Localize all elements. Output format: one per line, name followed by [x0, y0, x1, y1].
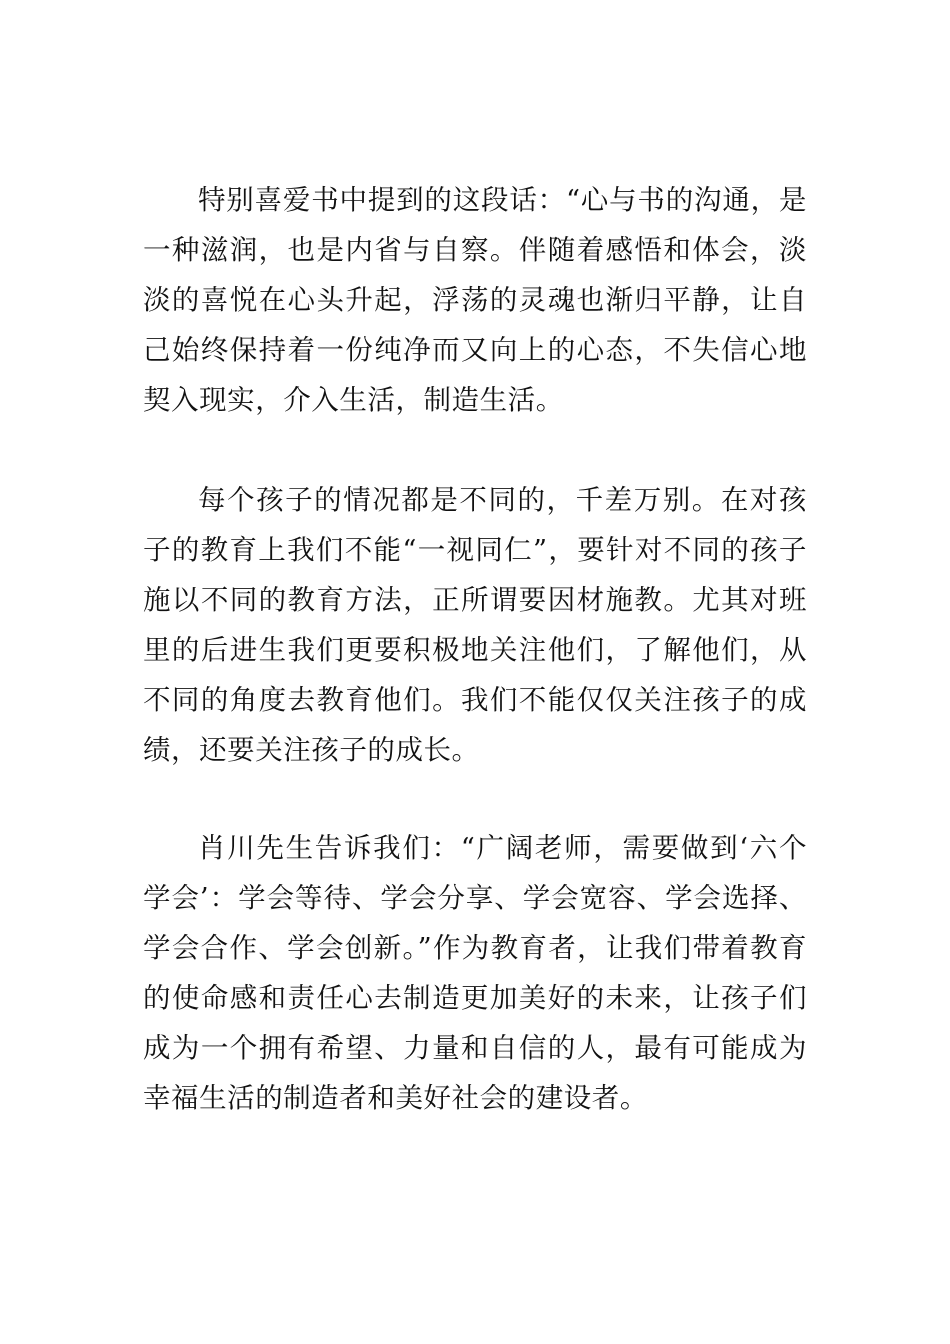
paragraph-1: 特别喜爱书中提到的这段话：“心与书的沟通，是一种滋润，也是内省与自察。伴随着感悟和体会，淡淡的喜悦在心头升起，浮荡的灵魂也渐归平静，让自己始终保持着一份纯净而又向上的心态，不失信心地契入现实，介入生活，制造生活。: [143, 184, 807, 416]
paragraph-2: 每个孩子的情况都是不同的，千差万别。在对孩子的教育上我们不能“一视同仁”，要针对不同的孩子施以不同的教育方法，正所谓要因材施教。尤其对班里的后进生我们更要积极地关注他们，了解他们，从不同的角度去教育他们。我们不能仅仅关注孩子的成绩，还要关注孩子的成长。: [143, 484, 807, 766]
paragraph-3: 肖川先生告诉我们：“广阔老师，需要做到‘六个学会’：学会等待、学会分享、学会宽容、学会选择、学会合作、学会创新。”作为教育者，让我们带着教育的使命感和责任心去制造更加美好的未来，让孩子们成为一个拥有希望、力量和自信的人，最有可能成为幸福生活的制造者和美好社会的建设者。: [143, 832, 807, 1114]
